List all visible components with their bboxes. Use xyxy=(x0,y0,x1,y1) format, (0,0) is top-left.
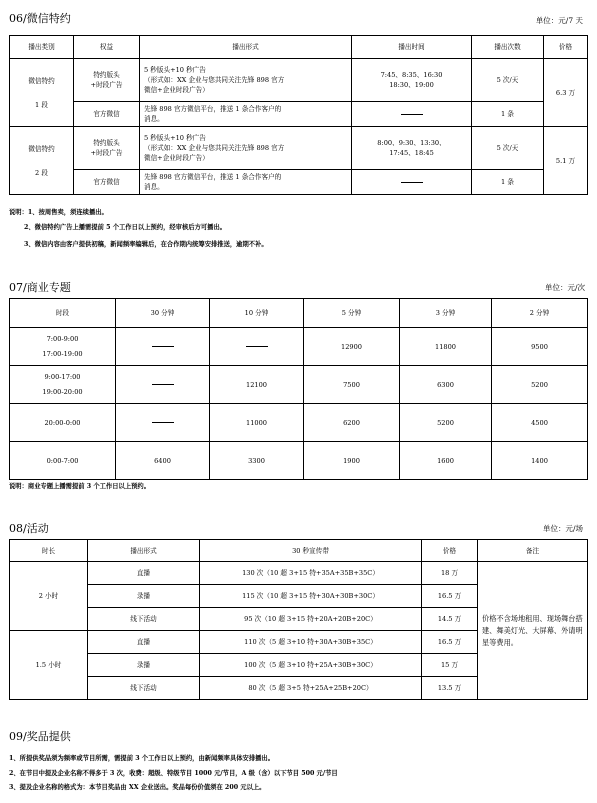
section-06-title: 06/微信特约 xyxy=(9,12,71,25)
activity-table xyxy=(9,539,588,700)
note-line: 2、微信特约广告上播需提前 5 个工作日以上预约，经审核后方可播出。 xyxy=(24,224,227,231)
value-cell: 6300 xyxy=(400,366,492,404)
category-cell xyxy=(10,127,74,195)
time-cell: 0:00-7:00 xyxy=(10,442,116,480)
section-09-title: 09/奖品提供 xyxy=(9,730,71,743)
time-cell: 20:00-0:00 xyxy=(10,404,116,442)
form-cell: 线下活动 xyxy=(88,608,200,631)
value-cell: 1600 xyxy=(400,442,492,480)
note-line: 1、所提供奖品须为频率或节目所需，需提前 3 个工作日以上预约，由新闻频率具体安排播出。 xyxy=(9,755,275,762)
section-07-title: 07/商业专题 xyxy=(9,281,71,294)
value-cell-empty xyxy=(116,328,210,366)
section-06-unit: 单位：元/7 天 xyxy=(535,16,583,25)
price-cell: 14.5 万 xyxy=(422,608,478,631)
promo-cell: 80 次（5 超 3+5 特+25A+25B+20C） xyxy=(200,677,422,700)
table-row xyxy=(10,127,588,170)
note-line: 3、提及企业名称的格式为：本节目奖品由 XX 企业送出。奖品每份价值须在 200 元以上。 xyxy=(9,784,266,791)
value-cell: 12900 xyxy=(304,328,400,366)
table-header-row xyxy=(10,299,588,328)
value-cell: 7500 xyxy=(304,366,400,404)
promo-cell: 100 次（5 超 3+10 特+25A+30B+30C） xyxy=(200,654,422,677)
dash-mark xyxy=(152,422,174,423)
time-cell: 9:00-17:00 19:00-20:00 xyxy=(10,366,116,404)
dash-mark xyxy=(246,346,268,347)
promo-cell: 110 次（5 超 3+10 特+30A+30B+35C） xyxy=(200,631,422,654)
table-row xyxy=(10,442,588,480)
header-cell: 价格 xyxy=(422,540,478,562)
category-segment: 2 段 xyxy=(35,168,48,177)
price-cell: 15 万 xyxy=(422,654,478,677)
price-cell: 18 万 xyxy=(422,562,478,585)
header-cell: 播出形式 xyxy=(88,540,200,562)
dash-mark xyxy=(401,182,423,183)
right-cell: 官方微信 xyxy=(74,102,140,127)
price-cell: 16.5 万 xyxy=(422,585,478,608)
value-cell: 3300 xyxy=(210,442,304,480)
price-cell: 13.5 万 xyxy=(422,677,478,700)
price-cell: 16.5 万 xyxy=(422,631,478,654)
dash-mark xyxy=(152,346,174,347)
value-cell: 5200 xyxy=(400,404,492,442)
section-08-unit: 单位：元/场 xyxy=(542,524,583,533)
count-cell: 1 条 xyxy=(472,102,544,127)
business-feature-table xyxy=(9,298,588,480)
header-cell: 播出形式 xyxy=(140,36,352,59)
value-cell: 6400 xyxy=(116,442,210,480)
time-cell-empty xyxy=(352,102,472,127)
header-cell: 播出类别 xyxy=(10,36,74,59)
section-07-unit: 单位：元/次 xyxy=(544,283,585,292)
table-row xyxy=(10,170,588,195)
dash-mark xyxy=(152,384,174,385)
category-label: 微信特约 xyxy=(28,76,55,85)
table-header-row xyxy=(10,540,588,562)
value-cell-empty xyxy=(210,328,304,366)
form-cell: 直播 xyxy=(88,631,200,654)
value-cell: 4500 xyxy=(492,404,588,442)
value-cell: 1900 xyxy=(304,442,400,480)
table-row xyxy=(10,404,588,442)
form-cell: 5 秒版头+10 秒广告 （形式如：XX 企业与您共同关注先锋 898 官方 微信+企业时段广告） xyxy=(140,59,352,102)
value-cell: 9500 xyxy=(492,328,588,366)
promo-cell: 115 次（10 超 3+15 特+30A+30B+30C） xyxy=(200,585,422,608)
form-cell: 录播 xyxy=(88,585,200,608)
value-cell: 5200 xyxy=(492,366,588,404)
time-cell-empty xyxy=(352,170,472,195)
duration-cell: 1.5 小时 xyxy=(10,631,88,700)
form-cell: 先锋 898 官方微信平台，推送 1 条合作客户的 消息。 xyxy=(140,170,352,195)
promo-cell: 130 次（10 超 3+15 特+35A+35B+35C） xyxy=(200,562,422,585)
form-cell: 录播 xyxy=(88,654,200,677)
form-cell: 5 秒版头+10 秒广告 （形式如：XX 企业与您共同关注先锋 898 官方 微信+企业时段广告） xyxy=(140,127,352,170)
time-cell: 8:00、9:30、13:30、 17:45、18:45 xyxy=(352,127,472,170)
promo-cell: 95 次（10 超 3+15 特+20A+20B+20C） xyxy=(200,608,422,631)
table-header-row xyxy=(10,36,588,59)
value-cell-empty xyxy=(116,366,210,404)
value-cell: 11000 xyxy=(210,404,304,442)
table-row xyxy=(10,102,588,127)
form-cell: 线下活动 xyxy=(88,677,200,700)
table-row xyxy=(10,328,588,366)
count-cell: 5 次/天 xyxy=(472,59,544,102)
table-row xyxy=(10,562,588,585)
category-label: 微信特约 xyxy=(28,144,55,153)
category-cell xyxy=(10,59,74,127)
header-cell: 时段 xyxy=(10,299,116,328)
wechat-sponsor-table xyxy=(9,35,588,195)
note-line: 说明：商业专题上播需提前 3 个工作日以上预约。 xyxy=(9,483,151,490)
right-cell: 特约版头 +时段广告 xyxy=(74,127,140,170)
table-row xyxy=(10,366,588,404)
count-cell: 5 次/天 xyxy=(472,127,544,170)
value-cell: 6200 xyxy=(304,404,400,442)
section-08-title: 08/活动 xyxy=(9,522,49,535)
header-cell: 权益 xyxy=(74,36,140,59)
note-line: 2、在节目中提及企业名称不得多于 3 次，收费：超级、特级节目 1000 元/节目，A 级（含）以下节目 500 元/节目 xyxy=(9,770,338,777)
duration-cell: 2 小时 xyxy=(10,562,88,631)
header-cell: 备注 xyxy=(478,540,588,562)
value-cell: 11800 xyxy=(400,328,492,366)
category-segment: 1 段 xyxy=(35,100,48,109)
right-cell: 特约版头 +时段广告 xyxy=(74,59,140,102)
count-cell: 1 条 xyxy=(472,170,544,195)
header-cell: 5 分钟 xyxy=(304,299,400,328)
header-cell: 2 分钟 xyxy=(492,299,588,328)
note-line: 说明：1、按周售卖，须连续播出。 xyxy=(9,209,108,216)
header-cell: 30 秒宣传带 xyxy=(200,540,422,562)
right-cell: 官方微信 xyxy=(74,170,140,195)
price-cell: 6.3 万 xyxy=(544,59,588,127)
time-cell: 7:00-9:00 17:00-19:00 xyxy=(10,328,116,366)
header-cell: 播出时间 xyxy=(352,36,472,59)
header-cell: 播出次数 xyxy=(472,36,544,59)
value-cell: 12100 xyxy=(210,366,304,404)
price-cell: 5.1 万 xyxy=(544,127,588,195)
note-line: 3、微信内容由客户提供初稿，新闻频率编辑后，在合作期内统筹安排推送，逾期不补。 xyxy=(24,241,268,248)
form-cell: 直播 xyxy=(88,562,200,585)
header-cell: 时长 xyxy=(10,540,88,562)
header-cell: 价格 xyxy=(544,36,588,59)
value-cell: 1400 xyxy=(492,442,588,480)
remark-cell: 价格不含场地租用、现场舞台搭建、舞美灯光、大屏幕、外请明星等费用。 xyxy=(478,562,588,700)
value-cell-empty xyxy=(116,404,210,442)
form-cell: 先锋 898 官方微信平台，推送 1 条合作客户的 消息。 xyxy=(140,102,352,127)
header-cell: 30 分钟 xyxy=(116,299,210,328)
header-cell: 3 分钟 xyxy=(400,299,492,328)
dash-mark xyxy=(401,114,423,115)
time-cell: 7:45、8:35、16:30 18:30、19:00 xyxy=(352,59,472,102)
table-row xyxy=(10,59,588,102)
header-cell: 10 分钟 xyxy=(210,299,304,328)
